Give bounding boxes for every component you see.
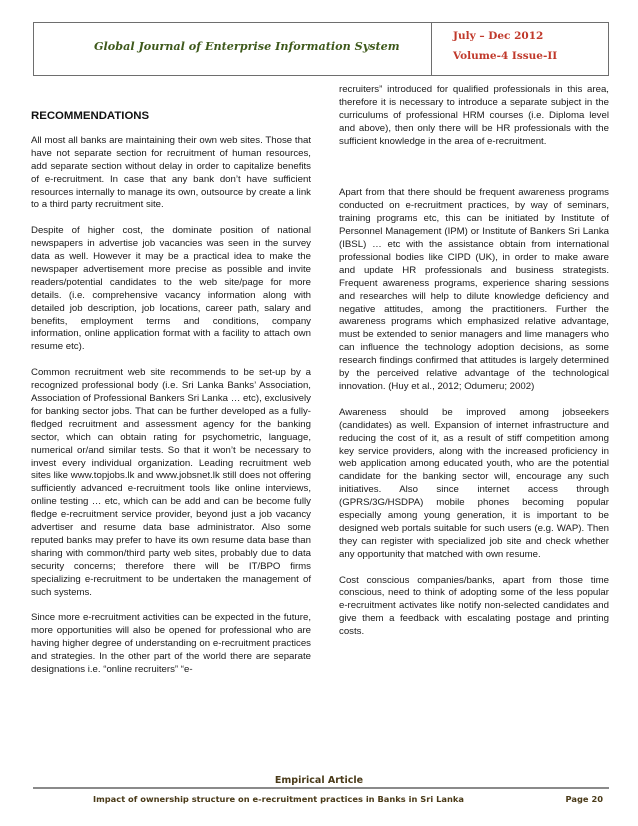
header-divider	[431, 23, 432, 75]
body-paragraph: Common recruitment web site recommends to be set-up by a recognized professional body (i.e. Sri Lanka Banks’ Association, Association of Professional Bankers Sri Lanka … etc), exclusively for banking sector jobs. That can be further developed as a fully-fledged recruitment and assessment agency for the banking sector, which can obtain rating for psychometric, language, numerical or/and similar tests. So that it won’t be necessary to invest every individual organization. Leading recruitment web sites like www.topjobs.lk and www.jobsnet.lk still does not offering sufficiently advanced e-recruitment tools like online interviews, online testing … etc, which can be add and can be become fully fledge e-recruitment service provider, beyond just a job vacancy advertiser and resume data base administrator. Also some reputed banks may prefer to have its own resume data base than sharing with common/third party web sites, probably due to data security concerns; therefore there will be IT/BPO firms specializing e-recruitment to be undertaken the management of such systems.	[31, 367, 311, 598]
body-paragraph: Awareness should be improved among jobseekers (candidates) as well. Expansion of internet infrastructure and reducing the cost of it, as a result of stiff competition among key service providers, along with the increased proficiency in web application among educated youth, who are the potential candidate for the banking sector will, encourage any such initiatives. Also since internet access through (GPRS/3G/HSDPA) mobile phones becoming popular especially among young generation, it is important to be designed web portals suitable for such users (e.g. WAP). Then they can register with specialized job site and check whether any opportunity that matched with own resume.	[339, 406, 609, 560]
left-column	[31, 84, 311, 677]
page-number: Page 20	[565, 794, 603, 804]
body-paragraph: recruiters” introduced for qualified professionals in this area, therefore it is necessary to introduce a separate subject in the curriculums of professional HRM courses (i.e. Diploma level and above), then only there will be HR professionals with the sufficient knowledge in the area of e-recruitment.	[339, 84, 609, 147]
issue-date: July – Dec 2012	[453, 30, 544, 42]
section-heading: RECOMMENDATIONS	[31, 110, 150, 122]
right-column	[339, 84, 609, 639]
article-citation: Impact of ownership structure on e-recruitment practices in Banks in Sri Lanka	[93, 794, 464, 804]
page-footer	[33, 787, 609, 807]
paragraph-spacer	[339, 161, 609, 187]
body-paragraph: All most all banks are maintaining their own web sites. Those that have not separate section for recruitment of human resources, add separate section without delay in order to capitalize benefits of e-recruitment. In case that any bank don’t have sufficient resources internally to manage its own, outsource by create a link to a third party recruitment site.	[31, 134, 311, 211]
body-paragraph: Since more e-recruitment activities can be expected in the future, more opportunities will also be opened for professional who are having higher degree of understanding on e-recruitment practices and strategies. In the other part of the world there are separate designations i.e. “online recruiters” “e-	[31, 612, 311, 676]
issue-volume: Volume-4 Issue-II	[453, 50, 558, 62]
journal-header	[33, 22, 609, 76]
section-label: Empirical Article	[274, 775, 364, 786]
journal-title: Global Journal of Enterprise Information System	[94, 39, 400, 53]
body-paragraph: Apart from that there should be frequent awareness programs conducted on e-recruitment practices, by way of seminars, training programs etc, this can be initiated by Institute of Personnel Management (IPM) or Institute of Bankers Sri Lanka (IBSL) … etc with the assistance obtain from international professional bodies like CIPD (UK), in order to make aware and update HR professionals and business strategists. Frequent awareness programs, experience sharing sessions and researches will help to dilute knowledge deficiency and negative attitudes, among the practitioners. Further the awareness programs which emphasized relative advantage, must be extended to senior managers and lime managers who can influence the technology adoption decisions, as some research findings confirmed that attitudes is largely determined by the perceived relative advantage of the technological innovation. (Huy et al., 2012; Odumeru; 2002)	[339, 187, 609, 393]
body-paragraph: Despite of higher cost, the dominate position of national newspapers in advertise job vacancies was seen in the survey data as well. However it may be a practical idea to make the newspaper advertisement more precise as possible and invite readers/potential candidates to the web site/page for more details. (i.e. comprehensive vacancy information along with detailed job description, job locations, career path, salary and benefits, employment terms and conditions, company information, online application format with a facility to attach own resume etc).	[31, 225, 311, 353]
body-paragraph: Cost conscious companies/banks, apart from those time conscious, need to think of adopting some of the less popular e-recruitment activates like notify non-selected candidates and give them a feedback with escalating postage and printing costs.	[339, 574, 609, 638]
